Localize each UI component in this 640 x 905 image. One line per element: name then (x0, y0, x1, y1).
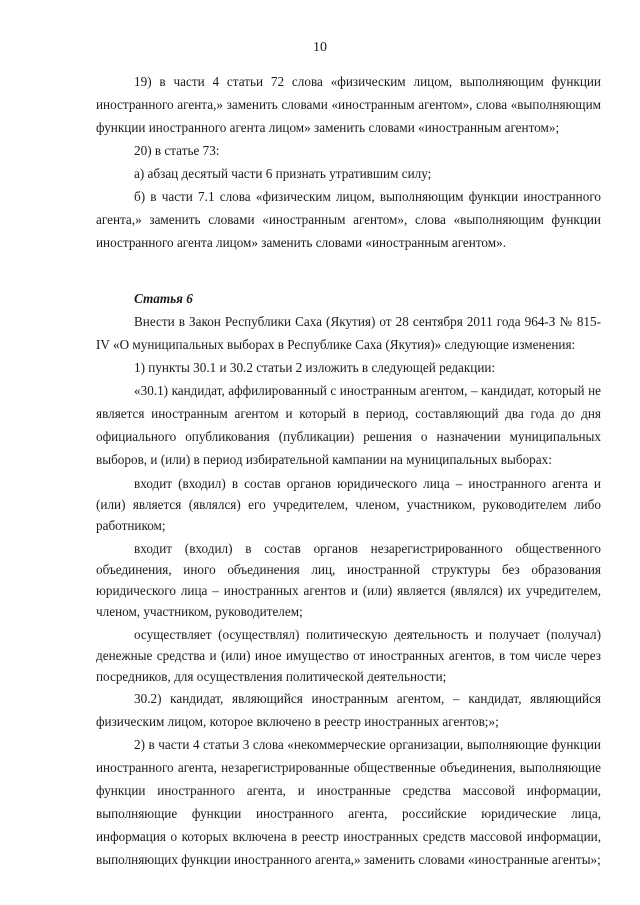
paragraph-definition-30-2: 30.2) кандидат, являющийся иностранным агентом, – кандидат, являющийся физическим лицом, которое включено в реестр иностранных агентов;»; (96, 691, 601, 729)
paragraph-clause-2: входит (входил) в состав органов незарегистрированного общественного объединения, иного объединения лиц, иностранной структуры без образования юридического лица – иностранных агентов и (или) является (являлся) их учредителем, членом, участником, руководителем; (96, 541, 601, 619)
paragraph-clause-3: осуществляет (осуществлял) политическую деятельность и получает (получал) денежные средства и (или) иное имущество от иностранных агентов, в том числе через посредников, для осуществления политической деятельности; (96, 627, 601, 684)
paragraph-subitem-b: б) в части 7.1 слова «физическим лицом, выполняющим функции иностранного агента,» заменить словами «иностранным агентом», слова «выполняющим функции иностранного агента лицом» заменить словами «иностранным агентом». (96, 189, 601, 250)
page-number: 10 (313, 40, 327, 55)
paragraph-intro: Внести в Закон Республики Саха (Якутия) от 28 сентября 2011 года 964-З № 815-IV «О муниципальных выборах в Республике Саха (Якутия)» следующие изменения: (96, 314, 601, 352)
article-heading: Статья 6 (134, 291, 193, 306)
paragraph-item-1: 1) пункты 30.1 и 30.2 статьи 2 изложить в следующей редакции: (134, 360, 496, 375)
paragraph-subitem-a: а) абзац десятый части 6 признать утратившим силу; (134, 166, 432, 181)
paragraph-clause-1: входит (входил) в состав органов юридического лица – иностранного агента и (или) является (являлся) его учредителем, членом, участником, руководителем либо работником; (96, 476, 601, 533)
document-body (96, 70, 601, 871)
paragraph-item-20: 20) в статье 73: (134, 143, 220, 158)
paragraph-definition-30-1: «30.1) кандидат, аффилированный с иностранным агентом, – кандидат, который не является иностранным агентом и который в период, составляющий два года до дня официального опубликования (публикации) решения о назначении муниципальных выборов, и (или) в период избирательной кампании на муниципальных выборах: (96, 383, 601, 467)
paragraph-item-2: 2) в части 4 статьи 3 слова «некоммерческие организации, выполняющие функции иностранного агента, незарегистрированные общественные объединения, выполняющие функции иностранного агента, и иностранные средства массовой информации, выполняющие функции иностранного агента, российские юридические лица, информация о которых включена в реестр иностранных средств массовой информации, выполняющих функции иностранного агента,» заменить словами «иностранные агенты»; (96, 737, 601, 867)
paragraph-item-19: 19) в части 4 статьи 72 слова «физическим лицом, выполняющим функции иностранного агента,» заменить словами «иностранным агентом», слова «выполняющим функции иностранного агента лицом» заменить словами «иностранным агентом»; (96, 74, 601, 135)
